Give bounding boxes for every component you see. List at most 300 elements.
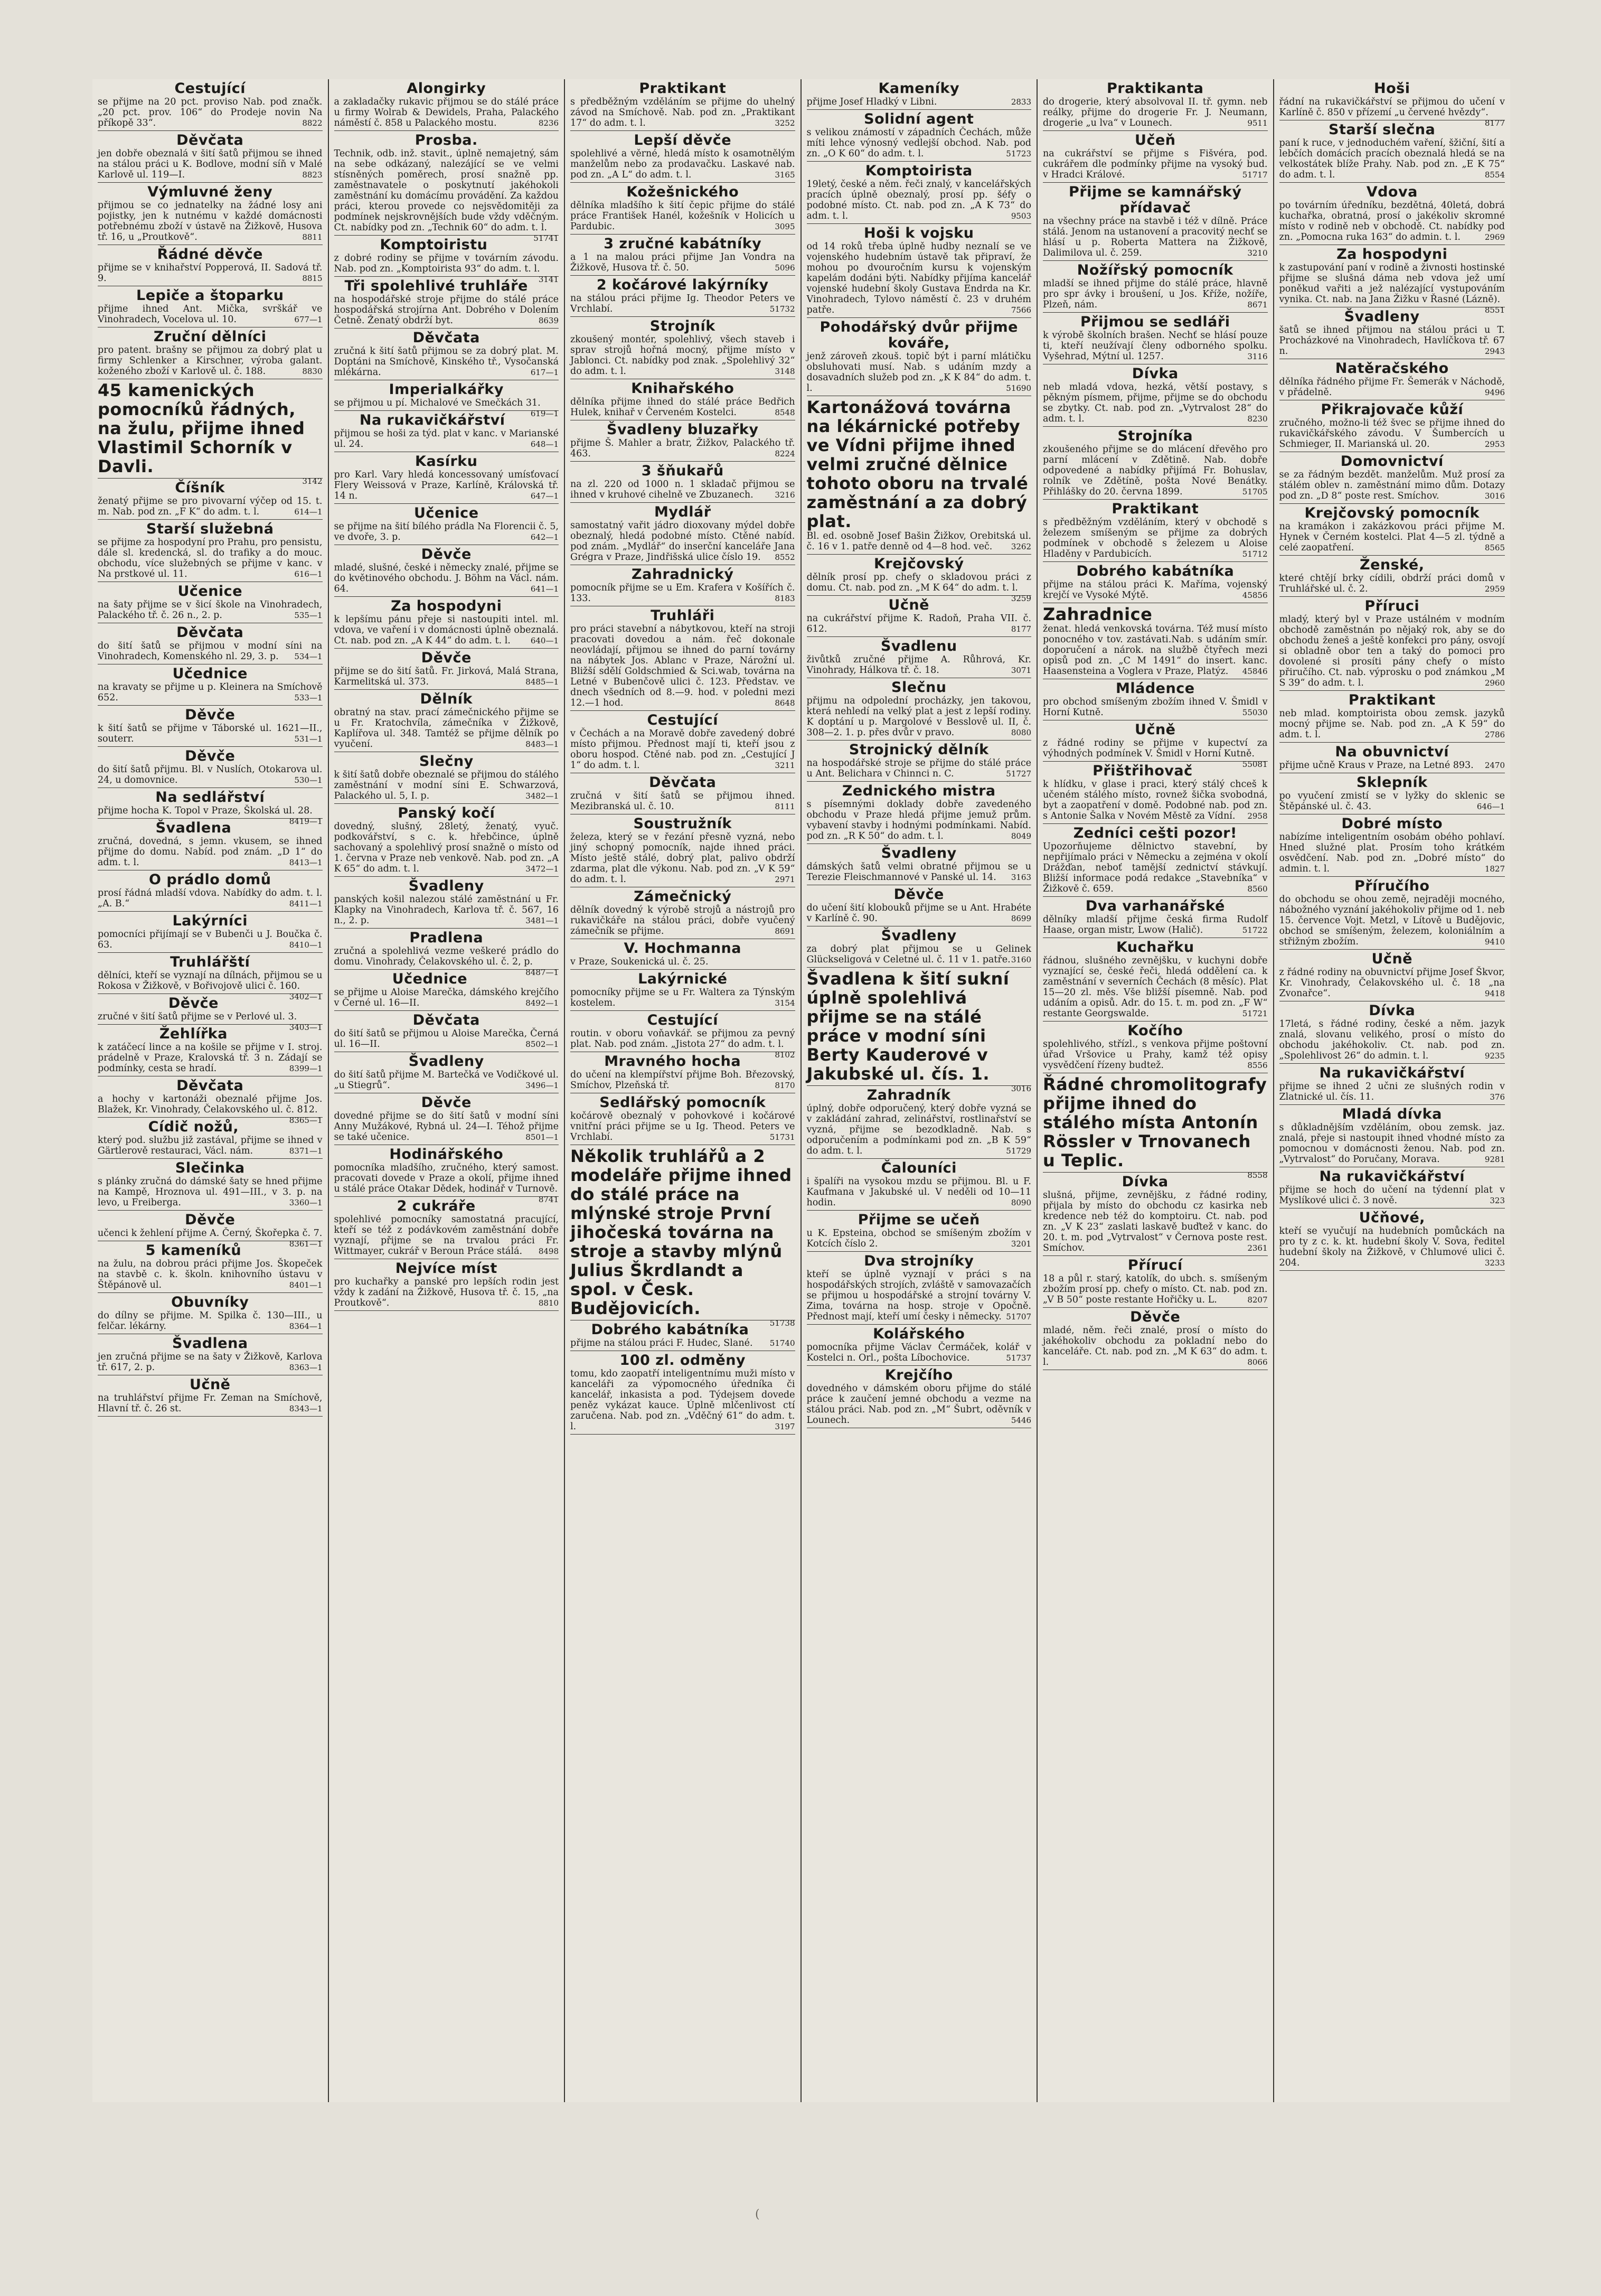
ad-text: k hlídku, v glase i praci, který stálý chceš k učeném stálého místo, rovnež šička svobodná, byt a zaopatření v domě. Podobné nab. pod zn. s Antonie Šalka v Novém Městě za Vídní. bbox=[1043, 779, 1268, 821]
ad-body bbox=[98, 97, 323, 128]
ad-number: 2470 bbox=[1484, 761, 1505, 770]
ad-number: 8080 bbox=[1011, 728, 1031, 737]
ad-heading: 2 cukráře bbox=[397, 1198, 476, 1214]
ad-text: samostatný vařit jádro dioxovany mýdel dobře obeznalý, hledá podobné místo. Ctěné nabíd. pod znám. „Mydlář“ do inserční kanceláře Jana Grégra v Praze, Jindřišská ulice číslo 19. bbox=[570, 520, 795, 563]
ad-number: 647—1 bbox=[530, 491, 559, 501]
ad-text: zručná a spolehlivá vezme veškeré prádlo do domu. Vinohrady, Čelakovského ul. č. 2, p. bbox=[334, 946, 559, 967]
classified-ad bbox=[1279, 120, 1505, 183]
ad-body bbox=[1279, 967, 1505, 999]
classified-ad bbox=[1279, 691, 1505, 743]
ad-body bbox=[1279, 200, 1505, 242]
ad-body bbox=[1043, 1190, 1268, 1253]
classified-ad bbox=[98, 520, 323, 582]
ad-number: 51732 bbox=[769, 304, 795, 314]
ad-number: 323 bbox=[1490, 1196, 1505, 1205]
ad-heading: Obuvníky bbox=[171, 1294, 249, 1310]
classified-ad bbox=[570, 1320, 795, 1351]
ad-text: úplný, dobře odporučený, který dobře vyzná se v zakládání zahrad, zelinářství, rostlinařství se vyzná, přijme se bezodkladně. Nab. s odporučením a podmínkami pod zn. „B K 59“ do adm. t. l. bbox=[806, 1103, 1031, 1156]
classified-ad bbox=[807, 782, 1032, 844]
ad-number: 8183 bbox=[775, 594, 795, 603]
ad-body bbox=[334, 946, 559, 977]
ad-heading: Na rukavičkářství bbox=[1319, 1168, 1465, 1185]
ad-text: s plánky zručná do dámské šaty se hned přijme na Kampě, Hroznova ul. 491—III., v 3. p. na levo, u Freiberga. bbox=[98, 1176, 323, 1208]
ad-text: spolehlivého, střízl., s venkova přijme poštovní úřad Vršovice u Prahy, kamž též opisy vysvědčení řízeny budtež. bbox=[1043, 1039, 1268, 1071]
classified-ad bbox=[570, 1145, 795, 1328]
ad-number: 3210 bbox=[1247, 248, 1268, 258]
ad-heading: Zruční dělníci bbox=[153, 329, 267, 345]
ad-text: s důkladnějším vzděláním, obou zemsk. jaz. znalá, přeje si nastoupit ihned vhodné místo za pomocnou v domácnosti ženou. Nab. pod zn. „Vytrvalost“ do Poručany, Morava. bbox=[1279, 1122, 1505, 1165]
ad-heading: Hoši bbox=[1374, 80, 1410, 97]
ad-text: i špalíři na vysokou mzdu se přijmou. Bl. u F. Kaufmana v Jakubské ul. V neděli od 10—11 hodin. bbox=[806, 1176, 1031, 1208]
ad-body bbox=[98, 764, 323, 785]
ad-body bbox=[98, 1393, 323, 1414]
ad-heading: Učeň bbox=[1135, 132, 1176, 148]
ad-body bbox=[807, 1269, 1032, 1322]
ad-body bbox=[98, 200, 323, 242]
classified-ad bbox=[1043, 1073, 1268, 1180]
ad-text: pro práci stavební a nábytkovou, kteří na stroji pracovati dovedou a nám. řeč dokonale neovládají, přijmou se ihned do parní továrny na nábytek Jos. Ablanc v Praze, Nárožní ul. Bližší sdělí Goldschmied & Sci.wab, továrna na Letné v Bubenčově ulici č. 123. Představ. ve dnech všedních od 8.—9. hod. v poledni mezi 12.—1 hod. bbox=[570, 624, 795, 708]
ad-number: 51741 bbox=[533, 233, 559, 243]
ad-text: pro patent. brašny se přijmou za dobrý plat u firmy Schlenker a Kirschner, výroba galant. koženého zboží v Karlově ul. č. 188. bbox=[98, 345, 323, 377]
ad-body bbox=[570, 1338, 795, 1348]
ad-text: přijme se v knihařství Popperová, II. Sadová tř. 9. bbox=[98, 263, 323, 284]
ad-body bbox=[1279, 1081, 1505, 1102]
ad-text: pro Karl. Vary hledá koncessovaný umísťovací Flery Weissová v Praze, Karlíně, Královská tř. 14 n. bbox=[334, 470, 559, 501]
classified-ad bbox=[98, 1159, 323, 1211]
classified-ad bbox=[98, 1293, 323, 1334]
classified-ad bbox=[334, 690, 559, 752]
ad-heading: Imperialkářky bbox=[389, 381, 504, 398]
ad-body bbox=[334, 770, 559, 801]
ad-heading: Učňové, bbox=[1359, 1210, 1425, 1226]
ad-number: 8090 bbox=[1011, 1198, 1031, 1207]
ad-number: 7566 bbox=[1011, 305, 1031, 315]
ad-text: zručná, dovedná, s jemn. vkusem, se ihned přijme do domu. Nabíd. pod znám. „D 1“ do adm. t. l. bbox=[98, 836, 323, 868]
classified-ad bbox=[807, 1211, 1032, 1252]
classified-ad bbox=[98, 1375, 323, 1417]
classified-ad bbox=[98, 912, 323, 953]
classified-ad bbox=[334, 804, 559, 877]
ad-text: 17letá, s řádné rodiny, české a něm. jazyk znalá, slovanu velikého, prosí o místo do obchodu jakéhokoliv. Ct. nab. pod zn. „Spolehlivost 26“ do admin. t. l. bbox=[1279, 1019, 1505, 1061]
ad-heading: Mládence bbox=[1115, 680, 1195, 697]
classified-ad bbox=[570, 503, 795, 565]
ad-body bbox=[334, 821, 559, 874]
ad-number: 51712 bbox=[1242, 549, 1268, 559]
ad-text: do dílny se přijme. M. Spilka č. 130—III., u felčar. lékárny. bbox=[98, 1310, 323, 1332]
ad-body bbox=[334, 666, 559, 687]
classified-ad bbox=[570, 970, 795, 1011]
ad-body bbox=[1043, 1325, 1268, 1367]
ad-number: 8823 bbox=[302, 170, 323, 180]
ad-number: 8811 bbox=[302, 232, 323, 242]
ad-heading: Starší slečna bbox=[1329, 121, 1436, 138]
ad-heading: Starší služebná bbox=[146, 521, 274, 537]
ad-text: prosí řádná mladší vdova. Nabídky do adm. t. l. „A. B.“ bbox=[98, 888, 323, 909]
ad-heading: Tři spolehlivé truhláře bbox=[344, 278, 528, 294]
ad-heading: Dobrého kabátníka bbox=[1076, 563, 1235, 579]
ad-heading: Panský kočí bbox=[398, 805, 495, 821]
ad-number: 9281 bbox=[1484, 1155, 1505, 1164]
ad-heading: Děvče bbox=[893, 886, 944, 903]
ad-body bbox=[1279, 138, 1505, 180]
ad-heading: Praktikanta bbox=[1107, 80, 1204, 97]
ad-number: 8401—1 bbox=[289, 1280, 323, 1290]
classified-ad bbox=[570, 565, 795, 606]
column-5 bbox=[1038, 79, 1274, 2102]
ad-number: 8236 bbox=[538, 118, 559, 128]
ad-number: 3259 bbox=[1011, 594, 1031, 603]
classified-ad bbox=[98, 819, 323, 870]
ad-number: 3197 bbox=[775, 1422, 795, 1431]
ad-number: 1827 bbox=[1484, 864, 1505, 874]
ad-heading: Kolářského bbox=[873, 1326, 965, 1342]
ad-heading: Sedlářský pomocník bbox=[599, 1094, 766, 1111]
ad-text: zručné v šití šatů přijme se v Perlové ul. 3. bbox=[98, 1011, 297, 1022]
ad-heading: Lakýrnické bbox=[638, 971, 728, 987]
ad-body bbox=[98, 263, 323, 284]
ad-text: se za řádným bezdět. manželům. Muž prosí za stálém oblev n. zaměstnání mimo dům. Dotazy pod zn. „D 8“ poste rest. Smíchov. bbox=[1279, 470, 1505, 501]
classified-ad bbox=[807, 224, 1032, 318]
ad-heading: Knihařského bbox=[631, 380, 734, 397]
classified-ad bbox=[98, 479, 323, 520]
ad-text: do učení šití klobouků přijme se u Ant. Hrabéte v Karlíně č. 90. bbox=[806, 903, 1031, 924]
ad-body bbox=[570, 987, 795, 1008]
ad-text: do obchodu se ohou země, nejraději mocného, nábožného vyznání jakéhokoliv přijme od 1. neb 15. července Vojt. Metzl, v Lítově u Budějovic, obchod se smíšeným, železem, koloniálním a střižným zbožím. bbox=[1279, 894, 1505, 947]
classified-ad bbox=[570, 606, 795, 711]
ad-heading: Za hospodyni bbox=[391, 598, 502, 614]
classified-ad bbox=[1043, 427, 1268, 500]
ad-heading: Krejčího bbox=[884, 1367, 953, 1383]
classified-ad bbox=[334, 504, 559, 545]
classified-ad bbox=[1279, 1105, 1505, 1167]
ad-body bbox=[334, 1163, 559, 1204]
ad-text: jen dobře obeznalá v šití šatů přijmou se ihned na stálou práci u K. Bodlove, modní síň v Malé Karlově ul. 119—I. bbox=[98, 148, 323, 180]
ad-text: kteří se úplně vyznají v práci s na hospodářských strojích, zvláště v samovazačích se přijmou u hospodářské a strojní továrny V. Zima, továrna na hosp. stroje v Opočně. Přednost mají, kteří umí česky i německy. bbox=[806, 1269, 1031, 1322]
ad-text: k šití šatů se přijme v Táborské ul. 1621—II., souterr. bbox=[98, 723, 323, 744]
classified-ad bbox=[334, 929, 559, 977]
ad-heading: Nožířský pomocník bbox=[1077, 262, 1233, 278]
ad-heading: Učně bbox=[190, 1376, 231, 1393]
ad-heading: Krejčovský bbox=[873, 556, 964, 572]
ad-number: 3016 bbox=[1484, 491, 1505, 501]
classified-ad bbox=[98, 1118, 323, 1159]
ad-body bbox=[98, 1011, 323, 1032]
ad-body bbox=[570, 832, 795, 885]
ad-number: 8551 bbox=[1484, 305, 1505, 315]
classified-ad bbox=[1043, 897, 1268, 938]
classified-ad bbox=[98, 664, 323, 706]
ad-text: k výrobě školních brašen. Nechť se hlásí pouze ti, kteří neužívají členy odborného spolku. Vyšehrad, Mýtní ul. 1257. bbox=[1043, 330, 1268, 362]
classified-ad bbox=[98, 1241, 323, 1293]
ad-body bbox=[334, 1070, 559, 1091]
ad-heading: Na sedlářství bbox=[155, 789, 265, 805]
ad-number: 8498 bbox=[538, 1247, 559, 1256]
ad-number: 45856 bbox=[1242, 591, 1268, 600]
ad-heading: Kuchařku bbox=[1116, 939, 1194, 955]
classified-ad bbox=[1043, 500, 1268, 562]
ad-text: 19letý, české a něm. řeči znalý, v kancelářských pracích úplně obeznalý, prosí pp. šéfy o podobné místo. Ct. nab. pod zn. „A K 73“ do adm. t. l. bbox=[806, 179, 1031, 221]
ad-body bbox=[570, 728, 795, 771]
ad-heading: Slečnu bbox=[891, 679, 947, 696]
ad-number: 8815 bbox=[302, 274, 323, 283]
ad-body bbox=[1043, 914, 1268, 935]
ad-heading: Hoši k vojsku bbox=[864, 225, 974, 241]
ad-heading: Děvčata bbox=[176, 1077, 244, 1094]
ad-body bbox=[807, 179, 1032, 221]
ad-body bbox=[98, 148, 323, 180]
ad-text: paní k ruce, v jednoduchém vaření, šžiční, šití a lebčích domácích pracích obeznalá hledá se na velkostátek blíže Prahy. Nab. pod zn. „E K 75“ do adm. t. l. bbox=[1279, 138, 1505, 180]
ad-number: 8487—1 bbox=[525, 968, 559, 977]
classified-ad bbox=[806, 555, 1032, 603]
ad-text: pomocníka přijme Václav Čermáček, kolář v Kostelci n. Orl., pošta Líbochovice. bbox=[806, 1342, 1031, 1363]
ad-text: pro kuchařky a panské pro lepších rodin jest vždy k zadání na Žižkově, Husova tř. č. 15, „na Proutkově“. bbox=[334, 1277, 559, 1308]
ad-body bbox=[1279, 377, 1505, 398]
ad-body bbox=[570, 1369, 795, 1432]
ad-heading: Vdova bbox=[1366, 184, 1418, 200]
ad-text: 18 a půl r. starý, katolík, do ubch. s. smíšeným zbožím prosí pp. chefy o místo. Ct. nab. pod zn. „V B 50“ poste restante Hořičky u. L. bbox=[1043, 1273, 1268, 1305]
ad-number: 8364—1 bbox=[289, 1322, 323, 1331]
classified-ad bbox=[98, 747, 323, 788]
ad-text: nabízíme inteligentním osobám obého pohlaví. Hned služné plat. Prosím toho krátkém osvědčení. Nab. pod zn. „Dobré místo“ do admin. t. l. bbox=[1279, 832, 1505, 874]
ad-text: na truhlářství přijme Fr. Zeman na Smíchově, Hlavní tř. č. 26 st. bbox=[98, 1393, 323, 1414]
ad-number: 8554 bbox=[1484, 170, 1505, 180]
ad-number: 642—1 bbox=[530, 532, 559, 542]
ad-text: mladší se ihned přijme do stálé práce, hlavně pro spr ávky i broušení, u Jos. Kříže, nožíře, Plzeň, nám. bbox=[1043, 278, 1268, 310]
classified-ad bbox=[334, 970, 559, 1011]
ad-heading: Zahradnice bbox=[1043, 604, 1153, 624]
ad-number: 51721 bbox=[1242, 1009, 1268, 1018]
ad-number: 51740 bbox=[769, 1338, 795, 1348]
ad-body bbox=[1279, 894, 1505, 947]
ad-heading: Dva strojníky bbox=[864, 1253, 974, 1269]
ad-heading: Soustružník bbox=[633, 816, 732, 832]
classified-ad bbox=[807, 110, 1032, 162]
ad-text: se přijme na šití bílého prádla Na Florencii č. 5, ve dvoře, 3. p. bbox=[334, 521, 559, 542]
ad-number: 3403—1 bbox=[289, 1023, 323, 1032]
classified-ad bbox=[570, 235, 795, 276]
ad-heading: V. Hochmanna bbox=[624, 940, 741, 957]
classified-ad bbox=[1043, 1256, 1268, 1308]
classified-ad bbox=[334, 649, 559, 690]
ad-text: kočárově obeznalý v pohovkové i kočárové vnitřní práci přijme se u Ig. Theod. Peters ve Vrchlabí. bbox=[570, 1111, 795, 1142]
ad-text: dovedného v dámském oboru přijme do stálé práce k zaučení jemné obchodu a vezme na stálou práci. Nab. pod zn. „M“ Šubrt, oděvník v Lounech. bbox=[806, 1383, 1031, 1426]
ad-heading: Děvčata bbox=[412, 1012, 480, 1028]
classified-ad bbox=[1279, 400, 1505, 452]
ad-heading: Na rukavičkářství bbox=[1319, 1065, 1465, 1081]
ad-text: dělník dovedný k výrobě strojů a nástrojů pro rukavičkáře na stálou práci, dobře vyučený zámečník se přijme. bbox=[570, 905, 795, 936]
ad-body bbox=[1279, 521, 1505, 553]
ad-number: 3233 bbox=[1484, 1258, 1505, 1268]
ad-body bbox=[334, 987, 559, 1008]
ad-number: 3148 bbox=[775, 367, 795, 376]
ad-number: 2969 bbox=[1484, 232, 1505, 242]
ad-number: 8565 bbox=[1484, 543, 1505, 552]
ad-text: železa, který se v řezání přesně vyzná, nebo jiný schopný pomocník, najde ihned práci. Místo ještě stálé, dobrý plat, palivo obdrží zdarma, plat dle výkonu. Nab. pod zn. „V K 59“ do adm. t. l. bbox=[570, 832, 795, 885]
ad-number: 8343—1 bbox=[289, 1404, 323, 1413]
ad-body bbox=[334, 1214, 559, 1257]
ad-number: 3482—1 bbox=[525, 791, 559, 801]
classified-ad bbox=[1279, 1167, 1505, 1208]
classified-ad bbox=[570, 887, 795, 939]
ad-number: 2958 bbox=[1247, 811, 1268, 821]
classified-ad bbox=[98, 953, 323, 1001]
ad-heading: Domovnictví bbox=[1340, 453, 1444, 470]
ad-body bbox=[807, 531, 1032, 552]
classified-ad bbox=[98, 706, 323, 747]
ad-number: 55030 bbox=[1242, 708, 1268, 717]
ad-body bbox=[807, 654, 1032, 676]
ad-number: 646—1 bbox=[1476, 802, 1505, 811]
ad-number: 9418 bbox=[1484, 989, 1505, 998]
ad-number: 2833 bbox=[1011, 97, 1031, 107]
ad-text: obratný na stav. prací zámečnického přijme se u Fr. Kratochvíla, zámečníka v Žižkově, Kaplířova ul. 348. Tamtéž se přijme dělník po vyučení. bbox=[334, 707, 559, 749]
ad-body bbox=[1043, 97, 1268, 128]
ad-body bbox=[570, 438, 795, 459]
ad-body bbox=[807, 1228, 1032, 1249]
classified-ad bbox=[1279, 814, 1505, 877]
ad-heading: Děvče bbox=[1130, 1309, 1181, 1325]
classified-ad bbox=[1279, 452, 1505, 504]
classified-ad bbox=[334, 236, 559, 284]
ad-number: 534—1 bbox=[294, 652, 323, 661]
ad-number: 617—1 bbox=[530, 368, 559, 377]
classified-ad bbox=[1043, 1022, 1268, 1073]
ad-heading: Číšník bbox=[175, 480, 225, 496]
ad-text: mladý, který byl v Praze ustálném v modním obchodě zaměstnán po nějaký rok, aby se do obchodu ženeš a ještě konfekci pro pány, osvojí si obladně obor ten a taký do pomoci pro dovolené si prosíti pány chefy o místo přiručího. Ct. nab. výprosku o pod známkou „M S 39“ do adm. t. l. bbox=[1279, 614, 1505, 688]
ad-text-extra: Nab. s udáním smír. doporučení a nárok. na službě čtyřech mezi opisů pod zn. „C M 1491“ do insert. kanc. Haasensteina a Voglera v Praze, Platýz. bbox=[1043, 634, 1268, 677]
ad-heading: Učednice bbox=[172, 666, 248, 682]
ad-number: 8410—1 bbox=[289, 940, 323, 950]
ad-number: 8558 bbox=[1247, 1170, 1268, 1180]
ad-text: slušná, přijme, zevnějšku, z řádné rodiny, přijala by místo do obchodu cz kasirka neb kredence neb též do komptoiru. Ct. nab. pod zn. „V K 23“ zaslati laskavě buďtež v kanc. do 20. t. m. pod „Vytrvalost“ v Černova poste rest. Smíchov. bbox=[1043, 1190, 1268, 1253]
classified-ad bbox=[1279, 183, 1505, 245]
ad-heading: Dobré místo bbox=[1341, 816, 1443, 832]
ad-heading: Pohodářský dvůr přijme kováře, bbox=[820, 319, 1018, 351]
classified-ad bbox=[1043, 824, 1268, 897]
ad-heading: Kameníky bbox=[878, 80, 960, 97]
ad-text: přijme Josef Hladký v Libni. bbox=[806, 97, 937, 107]
classified-ad bbox=[807, 1252, 1032, 1325]
ad-text: s předběžným vzděláním se přijme do uhelný závod na Smíchově. Nab. pod zn. „Praktikant 17“ do adm. t. l. bbox=[570, 97, 795, 128]
ad-number: 8699 bbox=[1011, 914, 1031, 923]
ad-heading: Učenice bbox=[413, 505, 479, 521]
classified-ad bbox=[570, 773, 795, 814]
ad-heading: Praktikant bbox=[639, 80, 727, 97]
ad-heading: Kasírku bbox=[415, 453, 478, 470]
ad-text: do šití šatů přijmu. Bl. v Nuslích, Otokarova ul. 24, u domovnice. bbox=[98, 764, 323, 785]
classified-ad bbox=[1043, 364, 1268, 427]
ad-number: 9511 bbox=[1247, 118, 1268, 128]
ad-heading: Kočího bbox=[1127, 1023, 1183, 1039]
ad-text: přijme učně Kraus v Praze, na Letné 893. bbox=[1279, 760, 1474, 771]
ad-number: 8102 bbox=[775, 1050, 795, 1060]
ad-body bbox=[1279, 1226, 1505, 1268]
ad-body bbox=[98, 1135, 323, 1156]
ad-heading: Praktikant bbox=[1112, 501, 1199, 517]
classified-ad bbox=[334, 411, 559, 452]
ad-number: 641—1 bbox=[530, 584, 559, 594]
classified-ad bbox=[1279, 1208, 1505, 1271]
ad-body bbox=[98, 641, 323, 662]
ad-heading: Přírucí bbox=[1127, 1257, 1183, 1273]
ad-text: na hospodářské stroje přijme do stálé práce hospodářská strojírna Ant. Dobrého v Dolením Četně. Ženatý obdrží byt. bbox=[334, 294, 559, 326]
ad-text: mladé, slušné, české i německy znalé, přijme se do květinového obchodu. J. Böhm na Václ. nám. 64. bbox=[334, 563, 559, 594]
ad-text: přijmou se co jednatelky na žádné losy ani pojistky, jen k nutnému v každé domácnosti potřebnému zboží v ústavě na Žižkově, Husova tř. 16, u „Proutkově“. bbox=[98, 200, 323, 242]
ad-number: 8066 bbox=[1247, 1357, 1268, 1367]
classified-ad bbox=[334, 329, 559, 380]
ad-heading: Kartonážová továrna na lékárnické potřeby ve Vídni přijme ihned velmi zručné dělnice tohoto oboru na trvalé zaměstnání a za dobrý plat. bbox=[806, 397, 1029, 531]
ad-heading: Cídič nožů, bbox=[148, 1119, 239, 1135]
ad-heading: Dva varhanářské bbox=[1085, 898, 1225, 914]
ad-body bbox=[570, 624, 795, 708]
ad-heading: Alongirky bbox=[407, 80, 486, 97]
ad-heading: Učně bbox=[1371, 951, 1412, 967]
ad-body bbox=[1043, 382, 1268, 424]
ad-text: z dobré rodiny se přijme v továrním závodu. Nab. pod zn. „Komptoirista 93“ do adm. t. l. bbox=[334, 253, 559, 274]
ad-text: routin. v oboru voňavkář. se přijmou za pevný plat. Nab. pod znám. „Jistota 27“ do adm. t. l. bbox=[570, 1028, 795, 1049]
ad-number: 8483—1 bbox=[525, 739, 559, 749]
classified-ad bbox=[334, 1011, 559, 1052]
ad-text: kteří se vyučují na hudebních pomůckách na pro ty z c. k. kt. hudební školy V. Sova, ředitel hudební školy na Žižkově, v Chlumové ulici č. 204. bbox=[1279, 1226, 1505, 1268]
ad-number: 2786 bbox=[1484, 730, 1505, 739]
ad-text: přijme hocha K. Topol v Praze, Školská ul. 28. bbox=[98, 805, 313, 816]
ad-body bbox=[807, 861, 1032, 883]
ad-heading: Sklepník bbox=[1356, 774, 1428, 791]
ad-number: 9503 bbox=[1011, 211, 1031, 221]
ad-heading: Komptoiristu bbox=[380, 237, 488, 253]
ad-body bbox=[1279, 573, 1505, 594]
ad-number: 3095 bbox=[775, 222, 795, 231]
ad-heading: Švadleny bbox=[408, 878, 484, 894]
ad-number: 51737 bbox=[1006, 1353, 1031, 1363]
ad-text: přijme se do šití šatů. Fr. Jirková, Malá Strana, Karmelitská ul. 373. bbox=[334, 666, 559, 687]
classified-ad bbox=[570, 1093, 795, 1145]
ad-number: 8361—1 bbox=[289, 1239, 323, 1249]
ad-body bbox=[570, 97, 795, 128]
ad-heading: 3 šňukařů bbox=[641, 463, 724, 479]
ad-text: Technik, odb. inž. stavit., úplně nemajetný, sám na sebe odkázaný, nalezájící se ve velmi stísněných poměrech, prosí snažně pp. zaměstnavatele o poskytnutí jakéhokoli zaměstnání ku domácímu provádění. Za každou práci, kterou provede co nejsvědomitěji za podmínek nejskrovnějších bude vždy vděčným. Ct. nabídky pod zn. „Technik 60“ do adm. t. l. bbox=[334, 148, 559, 233]
ad-body bbox=[807, 1383, 1032, 1426]
ad-text: pomocník přijme se u Em. Krafera v Košířích č. 133. bbox=[570, 583, 795, 604]
ad-text: Upozorňujeme dělnictvo stavební, by nepřijímalo práci v Německu a zejména v okolí Drážďan, neboť tamější zednictví stávkují. Bližší informace podá redakce „Stavebníka“ v Žižkově č. 659. bbox=[1043, 841, 1268, 894]
ad-body bbox=[806, 572, 1032, 603]
ad-body bbox=[570, 583, 795, 604]
ad-body bbox=[98, 496, 323, 517]
ad-text: živůtků zručné přijme A. Růhrová, Kr. Vinohrady, Hálkova tř. č. 18. bbox=[806, 654, 1031, 676]
ad-body bbox=[1043, 148, 1268, 180]
ad-body bbox=[1279, 263, 1505, 315]
ad-heading: Slečny bbox=[419, 753, 474, 770]
ad-body bbox=[570, 334, 795, 377]
ad-heading: Několik truhlářů a 2 modeláře přijme ihned do stálé práce na mlýnské stroje První jihočeská továrna na stroje a stavby mlýnů Julius Škrdlandt a spol. v Česk. Budějovicích. bbox=[570, 1146, 792, 1318]
ad-body bbox=[334, 97, 559, 128]
ad-heading: 45 kamenických pomocníků řádných, na žulu, přijme ihned Vlastimil Schorník v Davli. bbox=[98, 380, 305, 476]
classified-ad bbox=[570, 462, 795, 503]
classified-ad bbox=[334, 1052, 559, 1093]
ad-body bbox=[807, 127, 1032, 159]
ad-text: na kravaty se přijme u p. Kleinera na Smíchově 652. bbox=[98, 682, 323, 703]
ad-body bbox=[334, 563, 559, 594]
classified-ad bbox=[570, 711, 795, 773]
classified-ad bbox=[570, 317, 795, 379]
classified-ad bbox=[1043, 762, 1268, 824]
ad-number: 5096 bbox=[775, 263, 795, 273]
ad-body bbox=[1279, 760, 1505, 771]
ad-body bbox=[1043, 579, 1268, 601]
ad-heading: Učně bbox=[888, 597, 929, 613]
ad-body bbox=[570, 148, 795, 180]
ad-heading: Dělník bbox=[420, 691, 473, 707]
